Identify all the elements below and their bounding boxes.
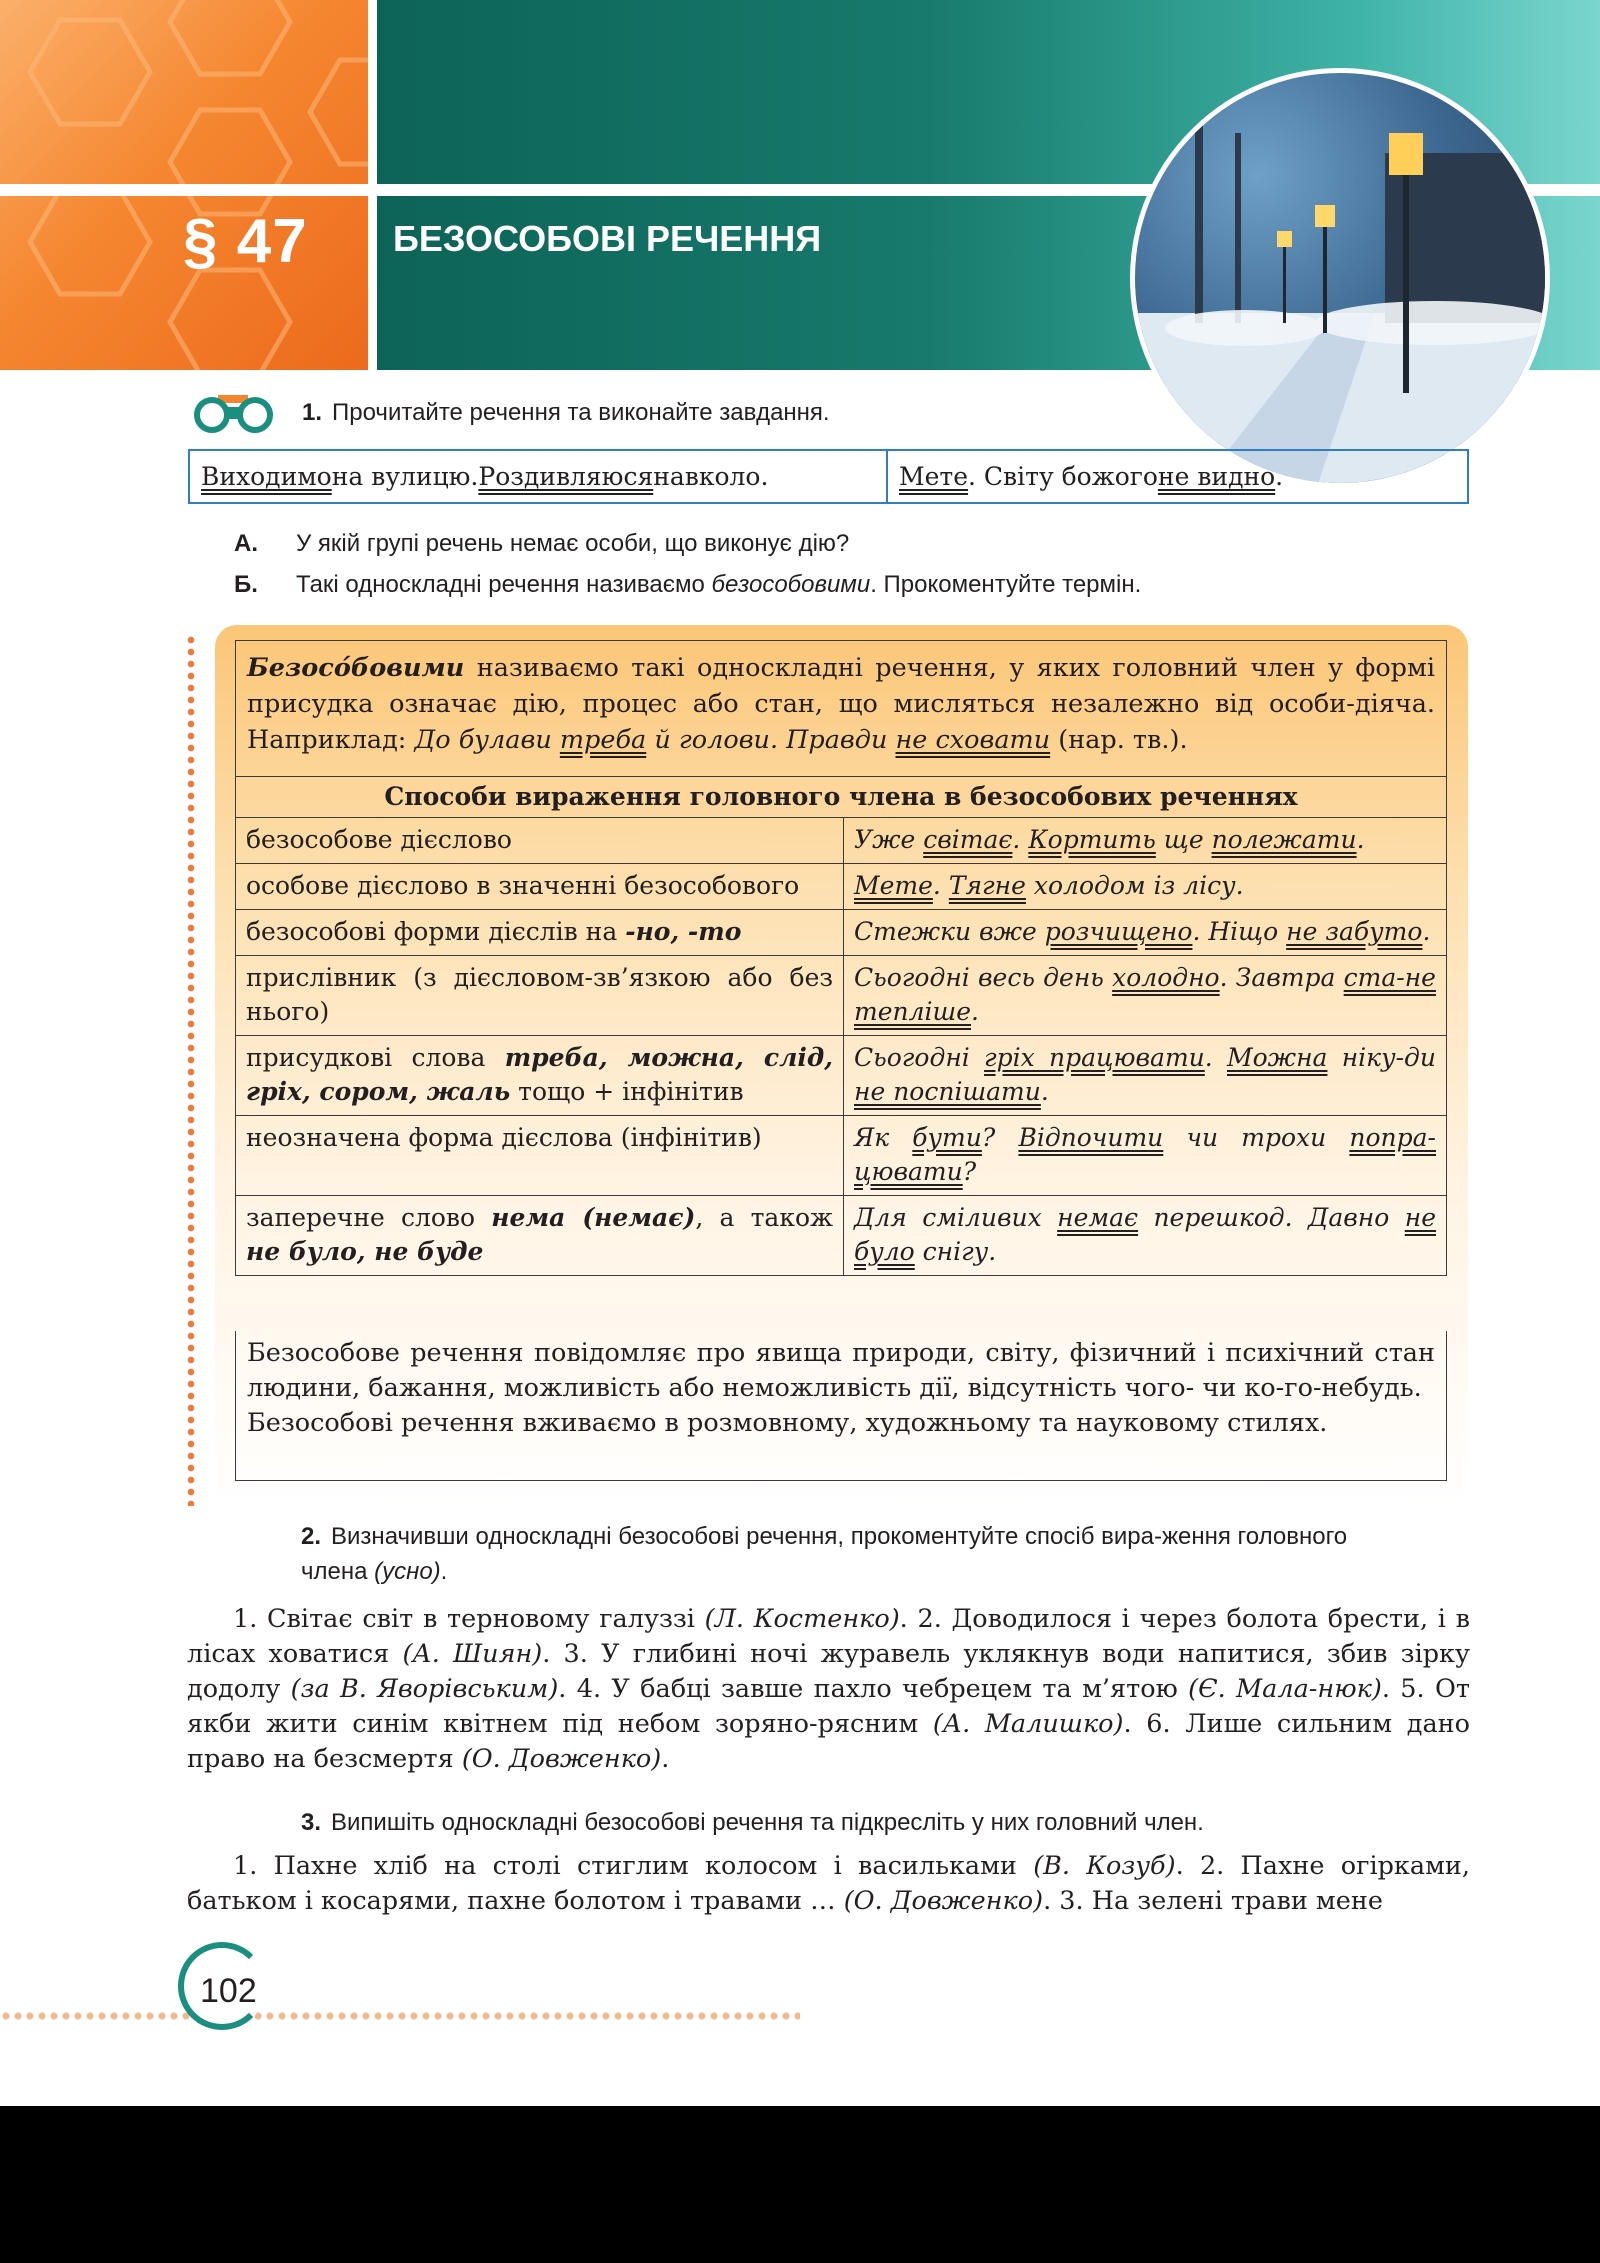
expression-methods-table <box>235 776 1447 1276</box>
page-number: 102 <box>200 1972 257 2010</box>
text-run: не було <box>854 1203 1436 1266</box>
table-row <box>236 818 1447 864</box>
text-run: нема (немає) <box>491 1203 696 1232</box>
text-run: присудкові слова <box>246 1043 505 1072</box>
text-run: Кортить <box>1028 825 1156 854</box>
text-run: (А. Шиян) <box>402 1639 543 1669</box>
text-run: (Л. Костенко) <box>704 1604 900 1634</box>
rule-note <box>235 1331 1447 1481</box>
example-cell <box>844 1196 1447 1276</box>
text-run: ніку-ди <box>1327 1043 1437 1072</box>
text-run: (за В. Яворівським) <box>290 1674 559 1704</box>
question-a <box>234 530 849 558</box>
method-cell <box>236 1196 844 1276</box>
text-run: тощо + інфінітив <box>510 1077 744 1106</box>
exercise-number: 1. <box>302 399 323 426</box>
table-row <box>236 910 1447 956</box>
text-run: . <box>1040 1077 1049 1106</box>
exercise-instruction: Прочитайте речення та виконайте завдання. <box>332 399 830 426</box>
text-run: . <box>1275 462 1284 491</box>
text-run: (В. Козуб) <box>1033 1851 1176 1881</box>
text-run: 1. Пахне хліб на столі стиглим колосом і васильками <box>233 1851 1034 1881</box>
text-run: на вулицю. <box>331 462 479 491</box>
exercise-paragraph <box>187 1602 1470 1777</box>
text-run: безособові форми дієслів на <box>246 917 626 946</box>
text-run: . <box>1204 1043 1227 1072</box>
text-run: холодно <box>1112 963 1220 992</box>
text-run: Виходимо <box>201 462 332 491</box>
text-run: перешкод. Давно <box>1138 1203 1405 1232</box>
text-run: (О. Довженко) <box>461 1744 662 1774</box>
text-run: холодом із лісу. <box>1025 871 1244 900</box>
text-run: чи трохи <box>1163 1123 1350 1152</box>
exercise-instruction <box>301 1523 1347 1585</box>
text-run: . <box>1422 917 1431 946</box>
text-run: . Ніщо <box>1192 917 1287 946</box>
text-run: Такі односкладні речення називаємо <box>296 571 712 598</box>
text-run: , а також <box>695 1203 833 1232</box>
method-cell <box>236 1036 844 1116</box>
exercise-2-text <box>187 1602 1470 1777</box>
text-run: розчищено <box>1044 917 1193 946</box>
text-run: ? <box>981 1123 1019 1152</box>
text-run: . <box>1356 825 1365 854</box>
text-run: У якій групі речень немає особи, що виконує дію? <box>296 530 850 557</box>
text-run: не поспішати <box>854 1077 1041 1106</box>
text-run: . 4. У бабці завше пахло чебрецем та м’ятою <box>558 1674 1189 1704</box>
text-run: ще <box>1155 825 1212 854</box>
text-run: снігу. <box>914 1237 997 1266</box>
text-run: світає <box>923 825 1013 854</box>
text-run: попра-цювати <box>854 1123 1436 1186</box>
text-run: Уже <box>854 825 924 854</box>
text-run: треба, можна, слід, гріх, сором, жаль <box>246 1043 833 1106</box>
text-run: не було, не буде <box>246 1237 484 1266</box>
text-run: (А. Малишко) <box>932 1709 1124 1739</box>
exercise-instruction <box>331 1809 1204 1836</box>
exercise-3-text <box>187 1849 1470 1919</box>
text-run: . 5. От якби жити синім квітнем під небом зоряно-рясним <box>187 1674 1470 1739</box>
note-line: Безособове речення повідомляє про явища природи, світу, фізичний і психічний стан людини, бажання, можливість або неможливість дії, відсутність чого- чи ко-го-небудь. <box>247 1338 1435 1403</box>
table-title: Способи вираження головного члена в безособових реченнях <box>236 777 1447 818</box>
example-cell <box>844 1036 1447 1116</box>
binoculars-icon <box>185 387 285 437</box>
example-cell <box>844 1116 1447 1196</box>
text-run: (нар. тв.). <box>1050 725 1188 755</box>
text-run: треба <box>559 725 647 755</box>
text-run: не видно <box>1157 462 1276 491</box>
exercise-3-header <box>301 1805 1471 1840</box>
text-run: (О. Довженко) <box>843 1886 1044 1916</box>
text-run: Сьогодні весь день <box>854 963 1113 992</box>
note-line: Безособові речення вживаємо в розмовному, художньому та науковому стилях. <box>247 1408 1328 1438</box>
question-letter: А. <box>234 530 258 557</box>
example-cell <box>844 818 1447 864</box>
example-cell <box>844 956 1447 1036</box>
question-text <box>296 571 1141 598</box>
exercise-2-header <box>301 1519 1361 1589</box>
text-run: Мете <box>854 871 933 900</box>
method-cell <box>236 1116 844 1196</box>
rule-definition <box>235 640 1447 776</box>
text-run: До булави <box>414 725 560 755</box>
text-run: прислівник (з дієсловом-зв’язкою або без нього) <box>246 963 833 1026</box>
section-title: БЕЗОСОБОВІ РЕЧЕННЯ <box>393 218 822 259</box>
text-run: бути <box>912 1123 982 1152</box>
text-run: -но, -то <box>625 917 742 946</box>
winter-street-image <box>1130 68 1550 488</box>
text-run: Стежки вже <box>854 917 1045 946</box>
text-run: й голови. Правди <box>646 725 896 755</box>
text-run: . 6. Лише сильним дано право на безсмертя <box>187 1709 1470 1774</box>
text-run: не сховати <box>895 725 1051 755</box>
question-letter: Б. <box>234 571 258 598</box>
text-run: називаємо такі односкладні речення, у яких головний член у формі присудка означає дію, процес або стан, що мисляться незалежно від особи-діяча. Наприклад: <box>247 653 1435 755</box>
text-run: Безосо́бовими <box>247 653 465 683</box>
method-cell <box>236 910 844 956</box>
text-run: Сьогодні <box>854 1043 985 1072</box>
table-row <box>236 956 1447 1036</box>
text-run: Випишіть односкладні безособові речення та підкресліть у них головний член. <box>331 1809 1204 1836</box>
text-run: . <box>440 1558 448 1585</box>
text-run: Роздивляюся <box>478 462 654 491</box>
table-row <box>236 1116 1447 1196</box>
example-cell <box>844 864 1447 910</box>
text-run: . <box>932 871 949 900</box>
text-run: неозначена форма дієслова (інфінітив) <box>246 1123 762 1152</box>
example-cell-2 <box>888 451 1283 502</box>
example-cell <box>844 910 1447 956</box>
text-run: . <box>1012 825 1029 854</box>
section-number: § 47 <box>183 207 308 276</box>
example-sentences-box <box>188 449 1469 504</box>
bottom-black-bar <box>0 2106 1600 2263</box>
text-run: . Прокоментуйте термін. <box>870 571 1142 598</box>
text-run: навколо. <box>653 462 769 491</box>
method-cell <box>236 956 844 1036</box>
text-run: 1. Світає світ в терновому галуззі <box>233 1604 705 1634</box>
text-run: ста-не тепліше <box>854 963 1436 1026</box>
dotted-margin-line <box>187 634 195 1506</box>
text-run: . Завтра <box>1219 963 1344 992</box>
exercise-number: 2. <box>301 1523 322 1550</box>
text-run: Можна <box>1227 1043 1328 1072</box>
text-run: ? <box>962 1157 977 1186</box>
text-run: безособове дієслово <box>246 825 512 854</box>
text-run: . 3. У глибині ночі журавель уклякнув води напитися, збив зірку додолу <box>187 1639 1470 1704</box>
question-b <box>234 571 1141 599</box>
text-run: Тягне <box>948 871 1026 900</box>
footer-dots <box>0 2011 800 2021</box>
text-run: Визначивши односкладні безособові речення, прокоментуйте спосіб вира-ження головного члена <box>301 1523 1348 1585</box>
question-text <box>296 530 849 557</box>
method-cell <box>236 818 844 864</box>
text-run: немає <box>1057 1203 1139 1232</box>
text-run: . 2. Доводилося і через болота брести, і в лісах ховатися <box>187 1604 1470 1669</box>
text-run: Як <box>854 1123 913 1152</box>
method-cell <box>236 864 844 910</box>
text-run: . <box>971 997 979 1026</box>
text-run: особове дієслово в значенні безособового <box>246 871 800 900</box>
example-cell-1 <box>190 451 888 502</box>
table-row <box>236 1196 1447 1276</box>
text-run: гріх працювати <box>984 1043 1205 1072</box>
text-run: . 3. На зелені трави мене <box>1043 1886 1383 1916</box>
table-row <box>236 864 1447 910</box>
text-run: безособовими <box>711 571 871 598</box>
text-run: Мете <box>899 462 969 491</box>
exercise-paragraph <box>187 1849 1470 1919</box>
table-row <box>236 1036 1447 1116</box>
text-run: . <box>661 1744 670 1774</box>
exercise-number: 3. <box>301 1809 322 1836</box>
text-run: . Світу божого <box>968 462 1158 491</box>
text-run: Відпочити <box>1018 1123 1164 1152</box>
text-run: (усно) <box>374 1558 441 1585</box>
text-run: полежати <box>1211 825 1357 854</box>
text-run: не забуто <box>1286 917 1423 946</box>
text-run: . 2. Пахне огірками, батьком і косарями, пахне болотом і травами … <box>187 1851 1471 1916</box>
text-run: заперечне слово <box>246 1203 492 1232</box>
text-run: (Є. Мала-нюк) <box>1188 1674 1382 1704</box>
text-run: Для сміливих <box>854 1203 1058 1232</box>
